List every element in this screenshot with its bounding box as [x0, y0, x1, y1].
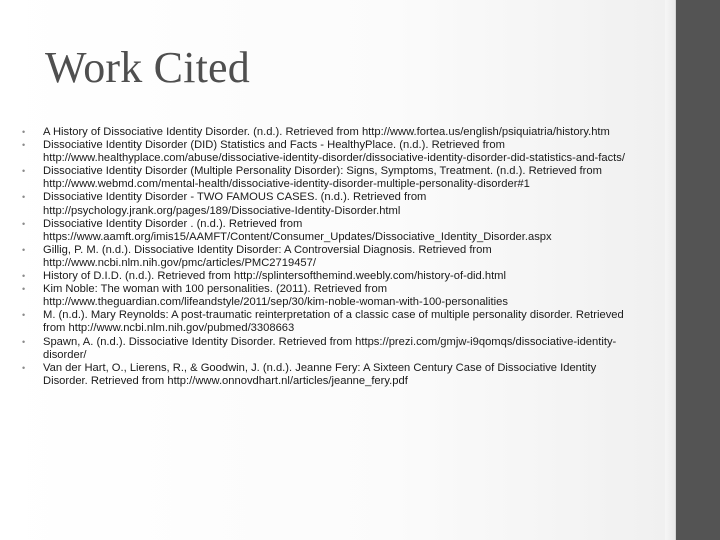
reference-text: History of D.I.D. (n.d.). Retrieved from http://splintersofthemind.weebly.com/history-of-did.html [43, 270, 506, 283]
reference-item [22, 218, 632, 244]
reference-text: A History of Dissociative Identity Disorder. (n.d.). Retrieved from http://www.fortea.us/english/psiquiatria/history.htm [43, 126, 610, 138]
reference-item [22, 165, 632, 191]
reference-text: Spawn, A. (n.d.). Dissociative Identity Disorder. Retrieved from https://prezi.com/gmjw-i9qomqs/dissociative-identity-disorder/ [43, 335, 617, 361]
bullet-icon: • [22, 192, 26, 203]
bullet-icon: • [22, 362, 26, 373]
bullet-icon: • [22, 244, 26, 255]
bullet-icon: • [22, 310, 26, 321]
reference-item [22, 309, 632, 335]
reference-item [22, 283, 632, 309]
reference-item [22, 244, 632, 270]
bullet-icon: • [22, 218, 26, 229]
reference-text: Kim Noble: The woman with 100 personalities. (2011). Retrieved from http://www.theguardian.com/lifeandstyle/2011/sep/30/kim-noble-woman-with-100-personalities [43, 283, 508, 309]
reference-text: Gillig, P. M. (n.d.). Dissociative Identity Disorder: A Controversial Diagnosis. Retrieved from http://www.ncbi.nlm.nih.gov/pmc/articles/PMC2719457/ [43, 243, 492, 269]
reference-item [22, 270, 632, 283]
bullet-icon: • [22, 127, 26, 137]
bullet-icon: • [22, 271, 26, 282]
right-accent-edge [665, 0, 676, 540]
right-accent-bar [676, 0, 720, 540]
reference-item [22, 191, 632, 217]
bullet-icon: • [22, 284, 26, 295]
reference-item [22, 126, 632, 139]
slide-title: Work Cited [45, 43, 250, 92]
reference-text: Van der Hart, O., Lierens, R., & Goodwin, J. (n.d.). Jeanne Fery: A Sixteen Century Case of Dissociative Identity Disorder. Retrieved from http://www.onnovdhart.nl/articles/jeanne_fery.pdf [43, 361, 597, 387]
reference-text: Dissociative Identity Disorder - TWO FAMOUS CASES. (n.d.). Retrieved from http://psychology.jrank.org/pages/189/Dissociative-Identity-Disorder.html [43, 191, 427, 217]
references-list [22, 126, 632, 388]
bullet-icon: • [22, 336, 26, 347]
bullet-icon: • [22, 166, 26, 177]
reference-text: Dissociative Identity Disorder . (n.d.). Retrieved from https://www.aamft.org/imis15/AAMFT/Content/Consumer_Updates/Dissociative_Identity_Disorder.aspx [43, 217, 552, 243]
reference-text: Dissociative Identity Disorder (DID) Statistics and Facts - HealthyPlace. (n.d.). Retrieved from http://www.healthyplace.com/abuse/dissociative-identity-disorder/dissociative-identity-disorder-did-statistics-and-facts/ [43, 139, 625, 165]
reference-text: M. (n.d.). Mary Reynolds: A post-traumatic reinterpretation of a classic case of multiple personality disorder. Retrieved from http://www.ncbi.nlm.nih.gov/pubmed/3308663 [43, 309, 624, 335]
reference-text: Dissociative Identity Disorder (Multiple Personality Disorder): Signs, Symptoms, Treatment. (n.d.). Retrieved from http://www.webmd.com/mental-health/dissociative-identity-disorder-multiple-personality-disorder#1 [43, 165, 602, 191]
reference-item [22, 336, 632, 362]
bullet-icon: • [22, 140, 26, 151]
reference-item [22, 139, 632, 165]
reference-item [22, 362, 632, 388]
